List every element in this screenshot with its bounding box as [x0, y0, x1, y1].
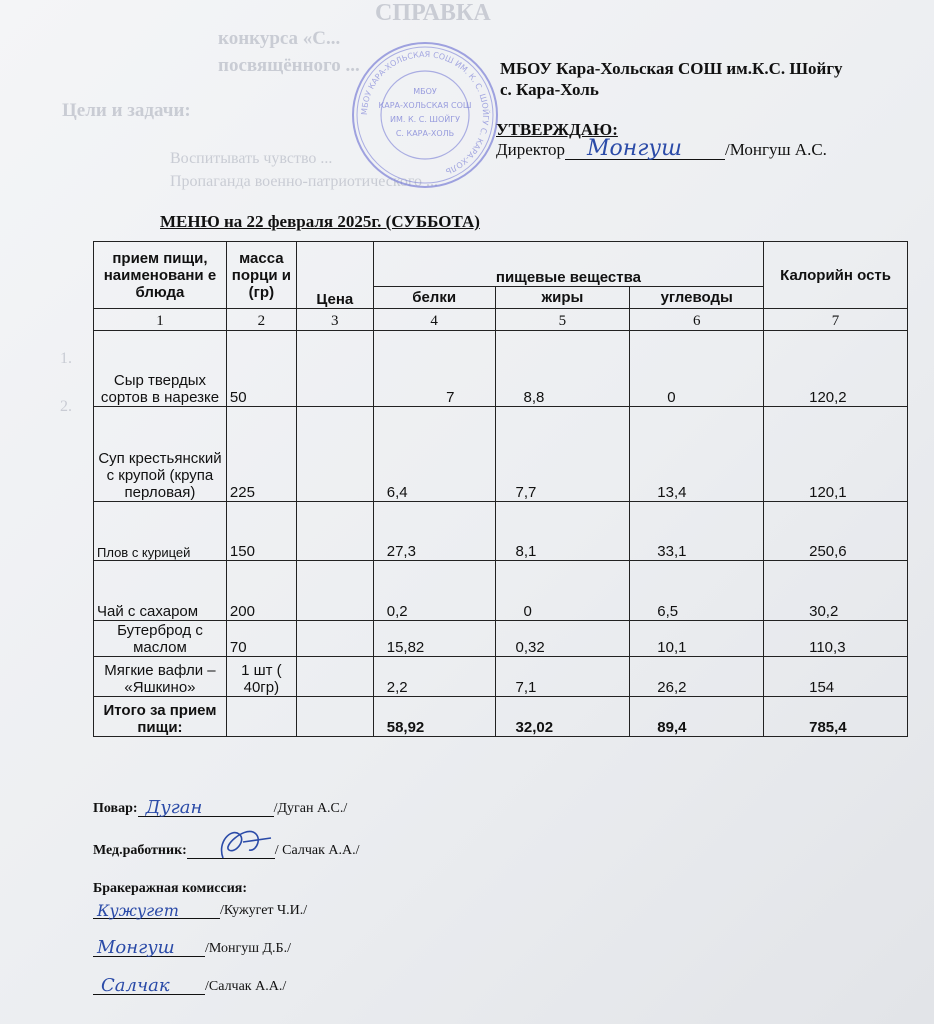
header-calories: Калорийн ость [764, 242, 908, 309]
dish-price [296, 657, 373, 697]
director-role: Директор [496, 140, 565, 159]
svg-text:МБОУ КАРА-ХОЛЬСКАЯ СОШ ИМ. К.: МБОУ КАРА-ХОЛЬСКАЯ СОШ ИМ. К. С. ШОЙГУ С. КАРА-ХОЛЬ [359, 49, 491, 177]
dish-fat: 7,7 [495, 407, 630, 502]
bleed-through-text: Воспитывать чувство ... [170, 150, 333, 167]
approval-label: УТВЕРЖДАЮ: [496, 120, 618, 139]
table-row [94, 561, 908, 621]
dish-mass: 225 [226, 407, 296, 502]
dish-price [296, 502, 373, 561]
commission-label [93, 881, 247, 897]
bleed-through-text: СПРАВКА [375, 0, 491, 26]
bleed-through-text: 2. [60, 398, 72, 415]
total-carbs: 89,4 [630, 697, 764, 737]
dish-name: Бутерброд с маслом [94, 621, 227, 657]
total-row [94, 697, 908, 737]
medic-signature-mark [209, 824, 279, 864]
column-number: 5 [495, 309, 630, 331]
stamp-text-line: МБОУ [413, 87, 437, 96]
column-number: 4 [373, 309, 495, 331]
commission-member [93, 975, 287, 996]
approval-block [496, 120, 827, 160]
dish-name: Плов с курицей [94, 502, 227, 561]
member-signature-line [93, 902, 220, 919]
medic-signature-line [187, 842, 275, 859]
dish-carbs: 10,1 [630, 621, 764, 657]
menu-title: МЕНЮ на 22 февраля 2025г. (СУББОТА) [160, 212, 480, 231]
table-row [94, 331, 908, 407]
total-label: Итого за прием пищи: [94, 697, 227, 737]
table-row [94, 407, 908, 502]
header-fat: жиры [495, 287, 630, 309]
dish-mass: 150 [226, 502, 296, 561]
dish-fat: 0,32 [495, 621, 630, 657]
dish-fat: 8,1 [495, 502, 630, 561]
bleed-through-text: Цели и задачи: [62, 100, 191, 121]
medic-line [93, 842, 360, 859]
dish-carbs: 26,2 [630, 657, 764, 697]
commission-member [93, 937, 291, 958]
cook-line: Повар: Дуган /Дуган А.С./ [93, 797, 348, 818]
dish-fat: 7,1 [495, 657, 630, 697]
dish-name: Суп крестьянский с крупой (крупа перловая) [94, 407, 227, 502]
column-number: 3 [296, 309, 373, 331]
dish-kcal: 110,3 [764, 621, 908, 657]
dish-protein: 27,3 [373, 502, 495, 561]
dish-protein: 0,2 [373, 561, 495, 621]
total-kcal: 785,4 [764, 697, 908, 737]
column-number: 7 [764, 309, 908, 331]
table-row [94, 657, 908, 697]
dish-price [296, 561, 373, 621]
column-number: 2 [226, 309, 296, 331]
member-name: /Монгуш Д.Б./ [205, 941, 291, 956]
stamp-text-line: КАРА-ХОЛЬСКАЯ СОШ [378, 101, 472, 110]
dish-mass: 200 [226, 561, 296, 621]
header-meal: прием пищи, наименовани е блюда [94, 242, 227, 309]
total-fat: 32,02 [495, 697, 630, 737]
stamp-text-line: С. КАРА-ХОЛЬ [395, 129, 455, 138]
medic-label: Мед.работник: [93, 843, 187, 858]
table-row [94, 502, 908, 561]
column-number: 6 [630, 309, 764, 331]
school-name: МБОУ Кара-Хольская СОШ им.К.С. Шойгу [500, 59, 843, 78]
dish-protein: 7 [373, 331, 495, 407]
commission-label-text: Бракеражная комиссия: [93, 881, 247, 896]
dish-protein: 2,2 [373, 657, 495, 697]
commission-member [93, 902, 307, 919]
dish-name: Чай с сахаром [94, 561, 227, 621]
member-signature: Кужугет [97, 901, 179, 920]
bleed-through-text: 1. [60, 350, 72, 367]
school-header [500, 58, 843, 100]
dish-kcal: 250,6 [764, 502, 908, 561]
dish-mass: 70 [226, 621, 296, 657]
dish-carbs: 33,1 [630, 502, 764, 561]
medic-name: / Салчак А.А./ [274, 843, 360, 858]
member-signature-line [93, 937, 205, 958]
dish-name: Сыр твердых сортов в нарезке [94, 331, 227, 407]
member-name: /Салчак А.А./ [205, 979, 287, 994]
dish-price [296, 331, 373, 407]
dish-carbs: 13,4 [630, 407, 764, 502]
dish-carbs: 6,5 [630, 561, 764, 621]
menu-table [93, 241, 908, 737]
dish-protein: 15,82 [373, 621, 495, 657]
dish-mass: 1 шт ( 40гр) [226, 657, 296, 697]
bleed-through-text: конкурса «С... [218, 28, 341, 49]
director-name: /Монгуш А.С. [724, 140, 827, 159]
bleed-through-text: Пропаганда военно-патриотического ... [170, 173, 438, 190]
member-signature: Монгуш [97, 937, 175, 958]
school-stamp [345, 40, 505, 190]
cook-label: Повар [93, 801, 133, 816]
school-place: с. Кара-Холь [500, 80, 599, 99]
bleed-through-text: посвящённого ... [218, 55, 360, 76]
director-signature: Монгуш [586, 136, 682, 161]
dish-kcal: 120,2 [764, 331, 908, 407]
header-price: Цена [296, 242, 373, 309]
dish-protein: 6,4 [373, 407, 495, 502]
header-carbs: углеводы [630, 287, 764, 309]
dish-kcal: 120,1 [764, 407, 908, 502]
member-name: /Кужугет Ч.И./ [220, 903, 308, 918]
dish-kcal: 154 [764, 657, 908, 697]
member-signature: Салчак [101, 975, 170, 996]
dish-kcal: 30,2 [764, 561, 908, 621]
cook-signature: Дуган [145, 797, 203, 818]
header-nutrients: пищевые вещества [373, 242, 763, 287]
total-protein: 58,92 [373, 697, 495, 737]
dish-fat: 8,8 [495, 331, 630, 407]
total-price [296, 697, 373, 737]
director-line [496, 136, 827, 161]
member-signature-line [93, 975, 205, 996]
stamp-text-line: ИМ. К. С. ШОЙГУ [390, 115, 460, 124]
total-mass [226, 697, 296, 737]
header-protein: белки [373, 287, 495, 309]
dish-mass: 50 [226, 331, 296, 407]
table-row [94, 621, 908, 657]
dish-name: Мягкие вафли – «Яшкино» [94, 657, 227, 697]
dish-fat: 0 [495, 561, 630, 621]
column-numbers-row [94, 309, 908, 331]
column-number: 1 [94, 309, 227, 331]
director-signature-line [565, 136, 725, 161]
dish-price [296, 407, 373, 502]
header-mass: масса порци и (гр) [226, 242, 296, 309]
dish-price [296, 621, 373, 657]
cook-name: /Дуган А.С./ [273, 801, 348, 816]
dish-carbs: 0 [630, 331, 764, 407]
